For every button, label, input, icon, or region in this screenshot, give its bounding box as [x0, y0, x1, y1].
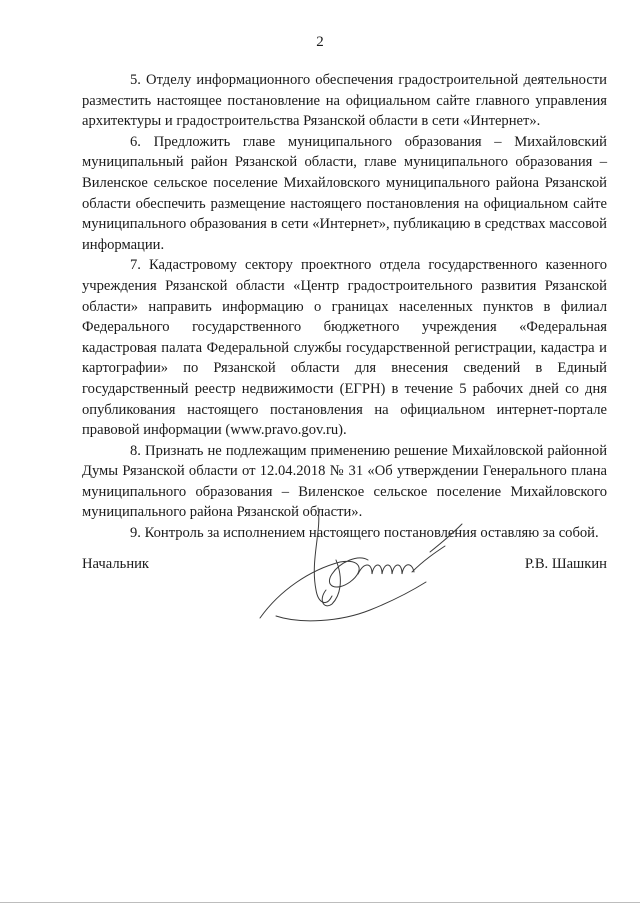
position-title: Начальник — [82, 556, 150, 572]
paragraph-9: 9. Контроль за исполнением настоящего постановления оставляю за собой. — [130, 525, 599, 542]
page-bottom-divider — [0, 902, 640, 903]
handwritten-signature — [240, 500, 500, 630]
signer-name: Р.В. Шашкин — [524, 556, 607, 572]
page-number: 2 — [316, 34, 324, 50]
paragraph-6: 6. Предложить главе муниципального образования – Михайловский муниципальный район Рязанской области, главе муниципального образования – Виленское сельское поселение Михайловского муниципального района Рязанской области обеспечить размещение настоящего постановления на официальном сайте муниципального образования в сети «Интернет», публикацию в средствах массовой информации. — [82, 133, 607, 253]
document-body — [82, 70, 607, 544]
paragraph-8: 8. Признать не подлежащим применению решение Михайловской районной Думы Рязанской области от 12.04.2018 № 31 «Об утверждении Генерального плана муниципального образования – Виленское сельское поселение Михайловского муниципального района Рязанской области». — [82, 442, 607, 521]
paragraph-7: 7. Кадастровому сектору проектного отдела государственного казенного учреждения Рязанской области «Центр градостроительного развития Рязанской области» направить информацию о границах населенных пунктов в филиал Федерального государственного бюджетного учреждения «Федеральная кадастровая палата Федеральной службы государственной регистрации, кадастра и картографии» по Рязанской области для внесения сведений в Единый государственный реестр недвижимости (ЕГРН) в течение 5 рабочих дней со дня опубликования настоящего постановления на официальном интернет-портале правовой информации (www.pravo.gov.ru). — [82, 257, 607, 439]
paragraph-5: 5. Отделу информационного обеспечения градостроительной деятельности разместить настоящее постановление на официальном сайте главного управления архитектуры и градостроительства Рязанской области в сети «Интернет». — [82, 72, 607, 130]
